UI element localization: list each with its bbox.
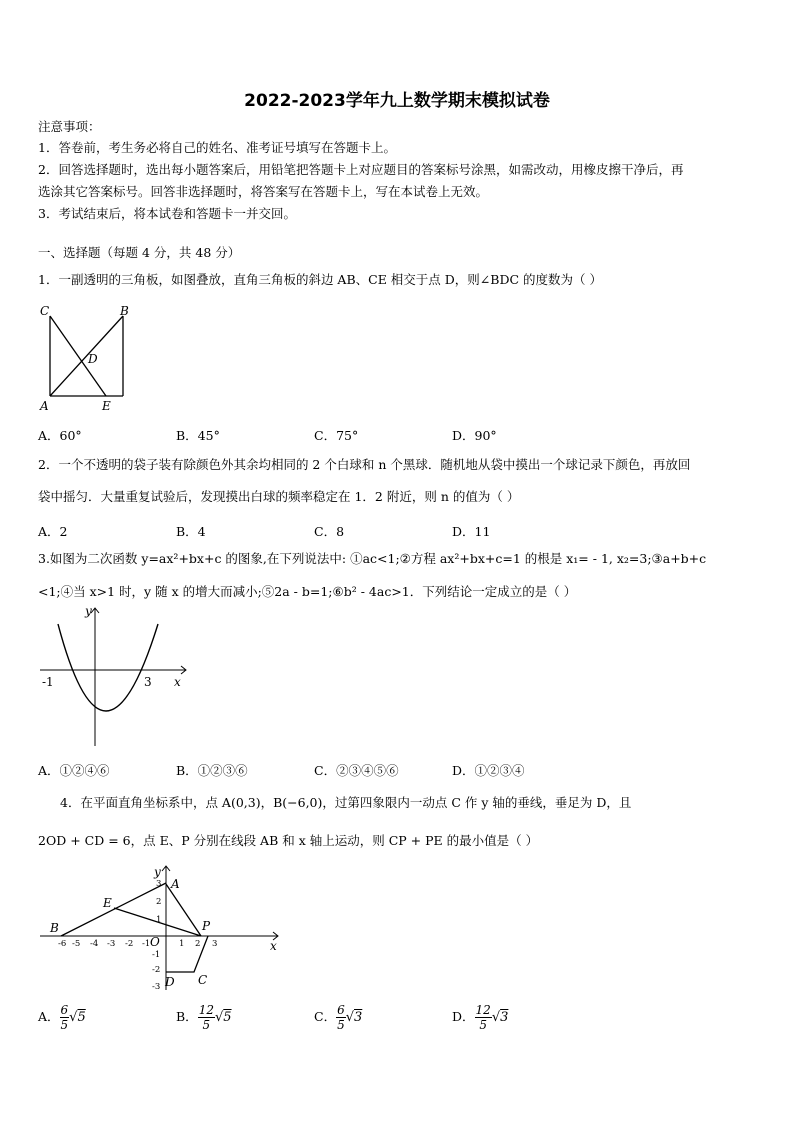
q4-label-x: x — [270, 939, 277, 953]
q4-xtick-neg4: -4 — [90, 939, 99, 949]
q2-option-a: A．2 — [38, 524, 68, 539]
q4-ytick-1: 1 — [156, 915, 162, 925]
q4-label-e: E — [103, 896, 112, 910]
q4-xtick-neg2: -2 — [125, 939, 134, 949]
q4-xtick-neg3: -3 — [107, 939, 116, 949]
q1-figure — [36, 300, 146, 418]
q4-xtick-2: 2 — [195, 939, 201, 949]
q4-label-c: C — [198, 973, 208, 987]
q3-option-a: A．①②④⑥ — [38, 763, 110, 778]
q3-option-d: D．①②③④ — [452, 763, 525, 778]
q4-xtick-1: 1 — [179, 939, 185, 949]
q1-option-a: A．60° — [38, 428, 82, 443]
notes-heading: 注意事项： — [38, 119, 101, 134]
q3-label-x: x — [174, 675, 181, 689]
q2-option-c: C．8 — [314, 524, 345, 539]
q2-option-b: B．4 — [176, 524, 206, 539]
q1-option-d: D．90° — [452, 428, 497, 443]
q3-line2: <1;④当 x>1 时，y 随 x 的增大而减小;⑤2a - b=1;⑥b² - 4ac>1．下列结论一定成立的是（ ） — [38, 584, 577, 599]
q4-ytick-3: 3 — [156, 879, 162, 889]
note-1: 1．答卷前，考生务必将自己的姓名、准考证号填写在答题卡上。 — [38, 140, 396, 155]
q3-figure — [36, 604, 194, 750]
q4-xtick-neg5: -5 — [72, 939, 81, 949]
q3-label-y: y — [85, 604, 92, 618]
q4-label-y: y — [154, 865, 161, 879]
q1-label-e: E — [102, 399, 111, 413]
q4-label-p: P — [202, 919, 211, 933]
q3-option-c: C．②③④⑤⑥ — [314, 763, 399, 778]
q2-option-d: D．11 — [452, 524, 491, 539]
q4-line1: 4．在平面直角坐标系中，点 A(0,3)，B(−6,0)，过第四象限内一动点 C 作 y 轴的垂线，垂足为 D，且 — [60, 795, 632, 810]
q4-figure — [36, 862, 286, 998]
q4-xtick-neg1: -1 — [142, 939, 151, 949]
q4-line2: 2OD + CD = 6，点 E、P 分别在线段 AB 和 x 轴上运动，则 CP + PE 的最小值是（ ） — [38, 833, 539, 848]
q4-ytick-2: 2 — [156, 897, 162, 907]
q4-option-a: A． $\frac{6}{5}$ √5 — [38, 1003, 86, 1032]
section-heading: 一、选择题（每题 4 分，共 48 分） — [38, 245, 241, 260]
q1-text: 1．一副透明的三角板，如图叠放，直角三角板的斜边 AB、CE 相交于点 D，则∠BDC 的度数为（ ） — [38, 272, 602, 287]
q4-option-b: B． $\frac{12}{5}$ √5 — [176, 1003, 232, 1032]
note-3: 3．考试结束后，将本试卷和答题卡一并交回。 — [38, 206, 296, 221]
q4-label-d: D — [165, 975, 175, 989]
q2-line1: 2．一个不透明的袋子装有除颜色外其余均相同的 2 个白球和 n 个黑球．随机地从袋中摸出一个球记录下颜色，再放回 — [38, 457, 691, 472]
q1-option-c: C．75° — [314, 428, 359, 443]
q4-label-o: O — [150, 935, 160, 949]
q3-label-3: 3 — [144, 675, 152, 689]
q1-label-d: D — [88, 352, 98, 366]
q4-label-a: A — [171, 877, 180, 891]
q4-xtick-3: 3 — [212, 939, 218, 949]
q1-option-b: B．45° — [176, 428, 220, 443]
q1-label-a: A — [40, 399, 49, 413]
q4-label-b: B — [50, 921, 59, 935]
q4-ytick-neg3: -3 — [152, 982, 161, 992]
q1-label-c: C — [40, 304, 50, 318]
q3-line1: 3.如图为二次函数 y=ax²+bx+c 的图象,在下列说法中: ①ac<1;②方程 ax²+bx+c=1 的根是 x₁= - 1, x₂=3;③a+b+c — [38, 551, 707, 566]
q4-option-d: D． $\frac{12}{5}$ √3 — [452, 1003, 509, 1032]
q1-label-b: B — [120, 304, 129, 318]
note-2a: 2．回答选择题时，选出每小题答案后，用铅笔把答题卡上对应题目的答案标号涂黑，如需改动，用橡皮擦干净后，再 — [38, 162, 684, 177]
q4-option-c: C． $\frac{6}{5}$ √3 — [314, 1003, 363, 1032]
page-title: 2022-2023学年九上数学期末模拟试卷 — [244, 91, 550, 111]
note-2b: 选涂其它答案标号。回答非选择题时，将答案写在答题卡上，写在本试卷上无效。 — [38, 184, 489, 199]
q4-ytick-neg2: -2 — [152, 965, 161, 975]
q4-ytick-neg1: -1 — [152, 950, 161, 960]
q3-label-neg1: -1 — [42, 675, 54, 689]
q4-xtick-neg6: -6 — [58, 939, 67, 949]
q2-line2: 袋中摇匀．大量重复试验后，发现摸出白球的频率稳定在 1．2 附近，则 n 的值为（ ） — [38, 489, 520, 504]
q3-option-b: B．①②③⑥ — [176, 763, 248, 778]
